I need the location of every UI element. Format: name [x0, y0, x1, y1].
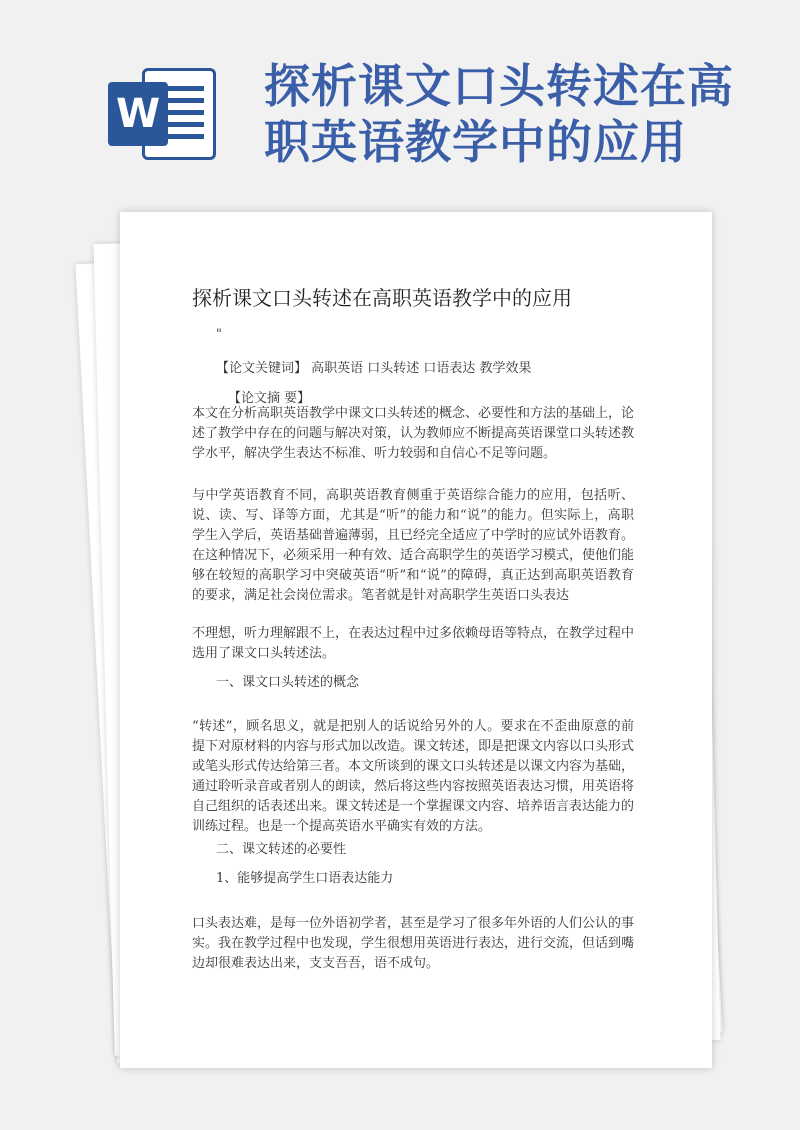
word-document-icon	[108, 68, 216, 160]
document-title: 探析课文口头转述在高职英语教学中的应用	[192, 286, 572, 310]
banner-title: 探析课文口头转述在高职英语教学中的应用	[264, 59, 734, 169]
body-paragraph: 不理想，听力理解跟不上，在表达过程中过多依赖母语等特点，在教学过程中选用了课文口头转述法。	[192, 626, 635, 661]
body-paragraph: 与中学英语教育不同，高职英语教育侧重于英语综合能力的应用，包括听、说、读、写、译等方面，尤其是“听”的能力和“说”的能力。但实际上，高职学生入学后，英语基础普遍薄弱，且已经完全适应了中学时的应试外语教育。在这种情况下，必须采用一种有效、适合高职学生的英语学习模式，使他们能够在较短的高职学习中突破英语“听”和“说”的障碍，真正达到高职英语教育的要求，满足社会岗位需求。笔者就是针对高职学生英语口头表达	[192, 488, 635, 603]
banner	[0, 0, 800, 200]
body-paragraph: “转述”，顾名思义，就是把别人的话说给另外的人。要求在不歪曲原意的前提下对原材料的内容与形式加以改造。课文转述，即是把课文内容以口头形式或笔头形式传达给第三者。本文所谈到的课文口头转述是以课文内容为基础，通过聆听录音或者别人的朗读，然后将这些内容按照英语表达习惯，用英语将自己组织的话表述出来。课文转述是一个掌握课文内容、培养语言表达能力的训练过程。也是一个提高英语水平确实有效的方法。	[192, 719, 635, 834]
word-icon-letter: W	[108, 82, 168, 146]
document-page	[120, 212, 712, 1068]
body-paragraph: 口头表达难，是每一位外语初学者，甚至是学习了很多年外语的人们公认的事实。我在教学过程中也发现，学生很想用英语进行表达，进行交流，但话到嘴边却很难表达出来，支支吾吾，语不成句。	[192, 916, 635, 971]
section-heading: 一、课文口头转述的概念	[216, 675, 360, 690]
abstract-paragraph: 本文在分析高职英语教学中课文口头转述的概念、必要性和方法的基础上，论述了教学中存在的问题与解决对策，认为教师应不断提高英语课堂口头转述教学水平，解决学生表达不标准、听力较弱和自信心不足等问题。	[192, 406, 635, 461]
quote-mark: "	[216, 327, 222, 342]
abstract-label: 【论文摘 要】	[228, 391, 311, 406]
keywords-line: 【论文关键词】 高职英语 口头转述 口语表达 教学效果	[216, 361, 532, 376]
subsection-heading: 1、能够提高学生口语表达能力	[216, 871, 394, 886]
section-heading: 二、课文转述的必要性	[216, 842, 347, 857]
